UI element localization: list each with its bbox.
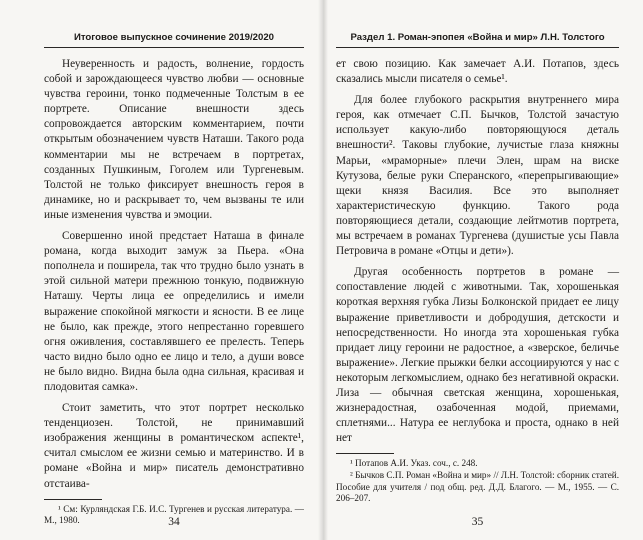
right-footnote-divider: [336, 453, 394, 454]
right-footnote-2: ² Бычков С.П. Роман «Война и мир» // Л.Н. Толстой: сборник статей. Пособие для учителя / под общ. ред. Д.Д. Благого. — М., 1955. — С. 206–207.: [336, 469, 619, 504]
book-gutter: [318, 0, 328, 540]
left-running-header: Итоговое выпускное сочинение 2019/2020: [44, 32, 304, 48]
right-paragraph-1: ет свою позицию. Как замечает А.И. Потапов, здесь сказались мысли писателя о семье¹.: [336, 58, 619, 86]
right-paragraph-2: Для более глубокого раскрытия внутреннего мира героя, как отмечает С.П. Бычков, Толстой зачастую использует какую-либо повторяющуюся деталь внешности². Таковы глубокие, лучистые глаза княжны Марьи, «мраморные» плечи Элен, шрам на виске Кутузова, белые руки Сперанского, «перепрыгивающие» щеки князя Василия. Все это выполняет характеристическую функцию. Такого рода повторяющиеся детали, создающие лейтмотив портрета, мы встречаем в романах Тургенева (душистые усы Павла Петровича в романе «Отцы и дети»).: [336, 94, 619, 258]
right-footnote-1: ¹ Потапов А.И. Указ. соч., с. 248.: [350, 458, 478, 469]
left-footnote-divider: [44, 499, 102, 500]
right-page-number: 35: [471, 516, 484, 528]
right-running-header: Раздел 1. Роман-эпопея «Война и мир» Л.Н. Толстого: [336, 32, 619, 48]
right-paragraph-3: Другая особенность портретов в романе — сопоставление людей с животными. Так, хорошенькая короткая верхняя губка Лизы Болконской придает ее лицу выражение приветливости и добродушия, детскости и непосредственности. Но иногда эта хорошенькая губка придает лицу героини не радостное, а «зверское, беличье выражение». Легкие прыжки белки ассоциируются у нас с некоторым легкомыслием, однако без негативной окраски. Лиза — обычная светская женщина, хорошенькая, жизнерадостная, озабоченная модой, приемами, сплетнями... Натура ее неглубока и проста, однако в ней нет: [336, 266, 619, 445]
left-footnote-1: ¹ См: Курляндская Г.Б. И.С. Тургенев и русская литература. — М., 1980.: [44, 503, 304, 526]
right-page: [322, 0, 643, 540]
left-paragraph-1: Неуверенность и радость, волнение, гордость собой и зарождающееся чувство любви — основные чувства героини, тонко подмеченные Толстым в ее портрете. Описание внешности здесь сопровождается авторским комментарием, почти открытым обозначением чувств Наташи. Такого рода комментарии мы не встречаем в портретах, созданных Пушкиным, Гоголем или Тургеневым. Толстой не только фиксирует внешность героя в динамике, но и раскрывает то, чем вызваны те или иные изменения чувства и эмоции.: [44, 58, 304, 221]
left-paragraph-3: Стоит заметить, что этот портрет несколько тенденциозен. Толстой, не принимавший изображения женщины в романтическом аспекте¹, считал смыслом ее жизни семью и материнство. И в романе «Война и мир» писатель демонстративно отстаива-: [44, 402, 304, 490]
left-paragraph-2: Совершенно иной предстает Наташа в финале романа, когда выходит замуж за Пьера. «Она пополнела и поширела, так что трудно было узнать в этой сильной матери прежнюю тонкую, подвижную Наташу. Черты лица ее определились и имели выражение спокойной мягкости и ясности. В ее лице не было, как прежде, этого непрестанно горевшего огня оживления, составлявшего ее прелесть. Теперь часто видно было одно ее лицо и тело, а души вовсе не было видно. Видна была одна сильная, красивая и плодовитая самка».: [44, 230, 304, 393]
left-page-number: 34: [168, 516, 180, 528]
